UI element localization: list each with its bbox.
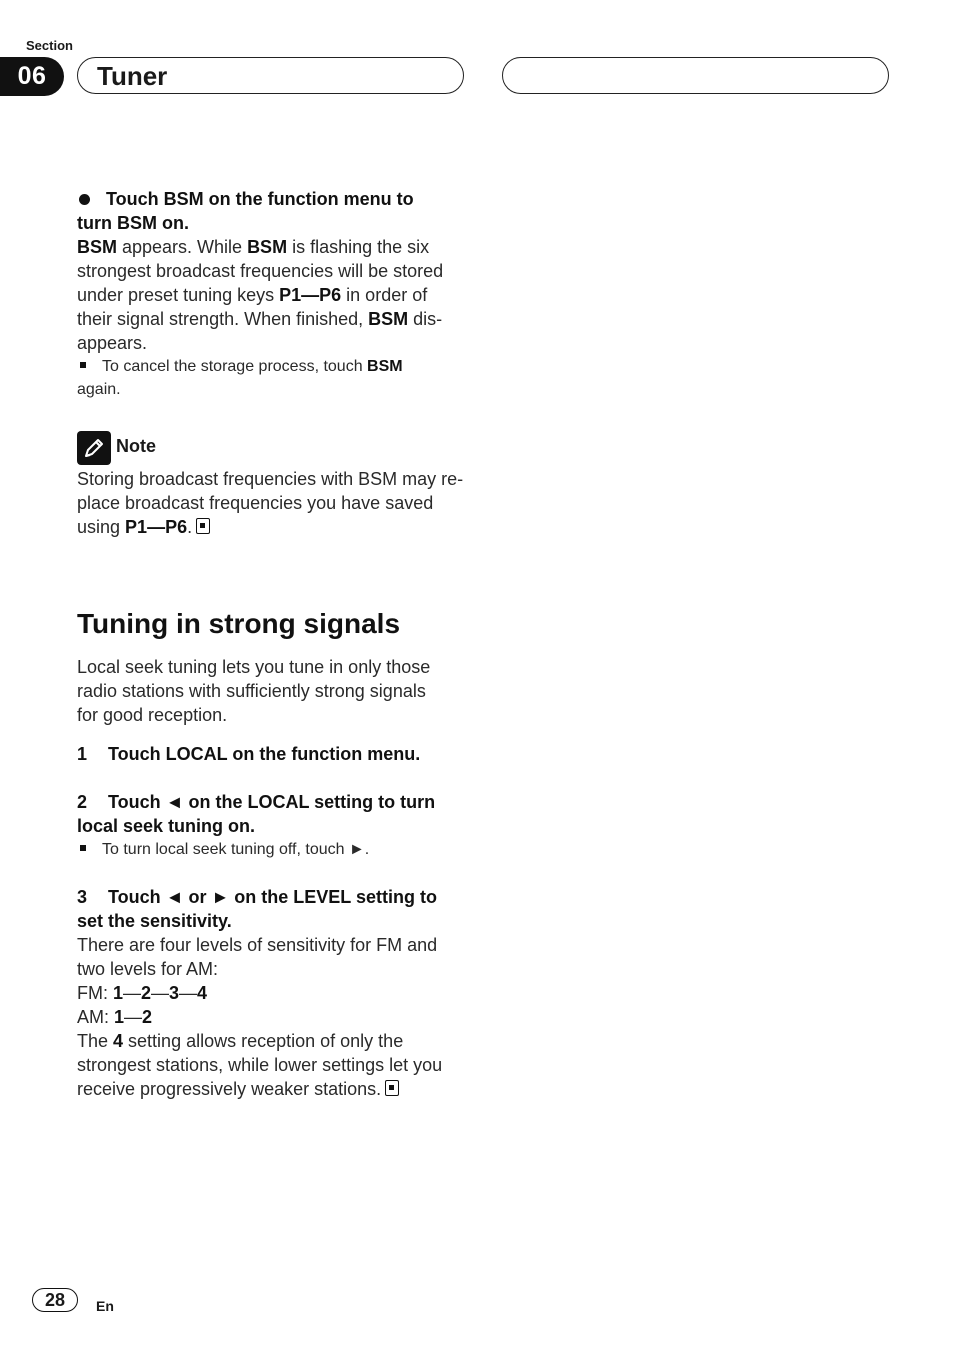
note-label: Note [116, 436, 156, 456]
step-3-body-line: There are four levels of sensitivity for FM and [77, 935, 438, 955]
bsm-step-heading: Touch BSM on the function menu to [77, 187, 469, 211]
note-line: using P1—P6. [77, 515, 469, 539]
bsm-tip: To cancel the storage process, touch BSM [77, 355, 469, 378]
bsm-step-heading-2: turn BSM on. [77, 213, 189, 233]
bullet-square-icon [80, 362, 86, 368]
final-line: receive progressively weaker stations. [77, 1077, 469, 1101]
bsm-body-line: BSM appears. While BSM is flashing the six [77, 237, 430, 257]
intro-line: Local seek tuning lets you tune in only those [77, 657, 431, 677]
step-text: Touch LOCAL on the function menu. [108, 744, 421, 764]
am-levels: AM: 1—2 [77, 1007, 153, 1027]
note-body [77, 467, 469, 539]
step-number: 2 [77, 792, 88, 812]
step-2 [77, 790, 469, 861]
bsm-body-line: their signal strength. When finished, BSM dis- [77, 309, 443, 329]
bsm-body-line: appears. [77, 333, 148, 353]
language-code: En [96, 1298, 114, 1314]
bullet-square-icon [80, 845, 86, 851]
intro-line: radio stations with sufficiently strong signals [77, 681, 426, 701]
final-line: strongest stations, while lower settings let you [77, 1055, 443, 1075]
page-number: 28 [32, 1288, 78, 1312]
end-mark-icon [196, 518, 210, 534]
step-number: 1 [77, 744, 88, 764]
step-3 [77, 885, 469, 1101]
step-text: Touch ◄ on the LOCAL setting to turn [108, 792, 436, 812]
step-text-line-2: local seek tuning on. [77, 816, 256, 836]
step-number: 3 [77, 887, 88, 907]
note-line: Storing broadcast frequencies with BSM may re- [77, 469, 464, 489]
section-number-badge: 06 [0, 57, 64, 96]
bsm-tip-line-2: again. [77, 381, 121, 398]
step-text-line-2: set the sensitivity. [77, 911, 232, 931]
end-mark-icon [385, 1080, 399, 1096]
step-2-tip: To turn local seek tuning off, touch ►. [77, 838, 469, 861]
intro-line: for good reception. [77, 705, 228, 725]
final-line: The 4 setting allows reception of only the [77, 1031, 404, 1051]
fm-levels: FM: 1—2—3—4 [77, 983, 208, 1003]
tuning-section [77, 607, 469, 727]
bsm-body-line: under preset tuning keys P1—P6 in order of [77, 285, 428, 305]
step-1 [77, 742, 469, 766]
step-text: Touch ◄ or ► on the LEVEL setting to [108, 887, 437, 907]
bullet-dot-icon [79, 194, 90, 205]
page-title: Tuner [97, 61, 168, 91]
section-heading: Tuning in strong signals [77, 608, 401, 639]
bsm-step [77, 187, 469, 401]
note-pencil-icon [77, 431, 111, 465]
section-label: Section [26, 38, 73, 53]
step-3-body-line: two levels for AM: [77, 959, 219, 979]
header-tab-right [502, 57, 889, 94]
bsm-body-line: strongest broadcast frequencies will be stored [77, 261, 444, 281]
note-line: place broadcast frequencies you have saved [77, 493, 434, 513]
